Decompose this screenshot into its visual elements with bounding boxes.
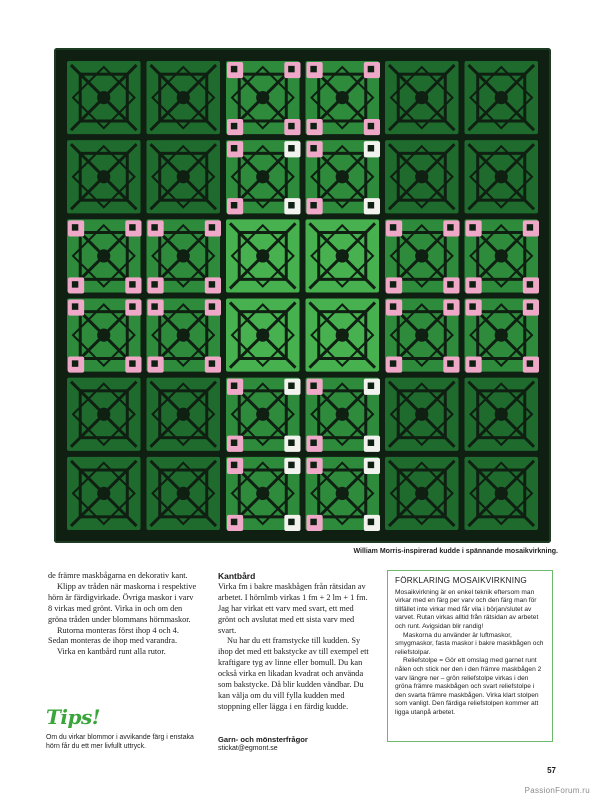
flower-center	[469, 303, 475, 309]
square-center	[336, 487, 349, 500]
flower-center	[209, 281, 215, 287]
flower-center	[288, 462, 294, 468]
flower-center	[129, 360, 135, 366]
flower-center	[209, 224, 215, 230]
flower-center	[151, 303, 157, 309]
flower-center	[527, 281, 533, 287]
flower-center	[447, 360, 453, 366]
square-center	[256, 487, 269, 500]
flower-center	[310, 123, 316, 129]
flower-center	[288, 123, 294, 129]
flower-center	[72, 224, 78, 230]
paragraph: Rutorna monteras först ihop 4 och 4. Sedan monteras de ihop med varandra.	[48, 625, 179, 646]
flower-center	[469, 224, 475, 230]
tips-text: Om du virkar blommor i avvikande färg i enstaka hörn får du ett mer livfullt uttryck.	[46, 734, 194, 750]
flower-center	[527, 224, 533, 230]
square-center	[415, 487, 428, 500]
square-center	[177, 170, 190, 183]
flower-center	[72, 360, 78, 366]
tips-title: Tips!	[46, 705, 101, 729]
square-center	[415, 170, 428, 183]
explainer-paragraph: Reliefstolpe = Gör ett omslag med garnet runt nålen och stick ner den i den främre maskbågen 2 varv längre ner – grön reliefstolpe virkas i den gröna främre maskbågen och svart reliefstolpe i den svarta främre maskbågen. Virka klart stolpen som vanligt. Den färdiga reliefstolpen kommer att ligga utanpå arbetet.	[395, 657, 542, 716]
paragraph: Virka en kantbård runt alla rutor.	[57, 647, 166, 657]
photo-caption: William Morris-inspirerad kudde i spännande mosaikvirkning.	[353, 548, 558, 555]
flower-center	[288, 440, 294, 446]
flower-center	[390, 303, 396, 309]
flower-center	[129, 303, 135, 309]
square-center	[97, 170, 110, 183]
flower-center	[310, 202, 316, 208]
square-center	[415, 408, 428, 421]
crochet-blanket-photo	[54, 48, 551, 543]
flower-center	[288, 145, 294, 151]
paragraph: Nu har du ett framstycke till kudden. Sy ihop det med ett bakstycke av till exempel ett kraftigare tyg av linne eller bomull. Du kan också virka en likadan kvadrat och använda som bakstycke. Då blir kudden vändbar. Du kan välja om du vill fylla kudden med stoppning eller lägga i en färdig kudde.	[218, 636, 369, 711]
explainer-paragraph: Mosaikvirkning är en enkel teknik eftersom man virkar med en färg per varv och den färg man för tillfället inte virkar med får vila i början/slutet av varvet. Rutan virkas alltid från rätsidan av arbetet och runt. Avigsidan blir randig!	[395, 588, 539, 630]
flower-center	[390, 281, 396, 287]
square-center	[97, 91, 110, 104]
flower-center	[447, 303, 453, 309]
page-number: 57	[547, 766, 556, 775]
square-center	[256, 249, 269, 262]
flower-center	[368, 123, 374, 129]
flower-center	[447, 281, 453, 287]
paragraph: Virka fm i bakre maskbågen från rätsidan av arbetet. I hörnlmb virkas 1 fm + 2 lm + 1 fm. Jag har virkat ett varv med svart, ett med grönt och avslutat med ett sista varv med svart.	[218, 581, 368, 635]
flower-center	[310, 440, 316, 446]
flower-center	[368, 145, 374, 151]
square-center	[336, 408, 349, 421]
flower-center	[368, 383, 374, 389]
explainer-paragraph: Maskorna du använder är luftmaskor, smygmaskor, fasta maskor i bakre maskbågen och reliefstolpar.	[395, 631, 544, 656]
square-center	[336, 249, 349, 262]
square-center	[415, 249, 428, 262]
flower-center	[231, 66, 237, 72]
flower-center	[72, 303, 78, 309]
square-center	[97, 408, 110, 421]
square-center	[256, 408, 269, 421]
square-center	[336, 91, 349, 104]
flower-center	[231, 519, 237, 525]
square-center	[495, 170, 508, 183]
flower-center	[390, 360, 396, 366]
flower-center	[72, 281, 78, 287]
square-center	[495, 249, 508, 262]
crochet-squares-graphic	[54, 48, 551, 543]
square-center	[177, 408, 190, 421]
flower-center	[209, 360, 215, 366]
flower-center	[231, 462, 237, 468]
flower-center	[231, 383, 237, 389]
square-center	[177, 249, 190, 262]
square-center	[256, 91, 269, 104]
flower-center	[288, 519, 294, 525]
flower-center	[288, 202, 294, 208]
square-center	[177, 91, 190, 104]
flower-center	[368, 462, 374, 468]
flower-center	[209, 303, 215, 309]
flower-center	[310, 145, 316, 151]
flower-center	[310, 519, 316, 525]
paragraph: Klipp av tråden när maskorna i respektive hörn är färdigvirkade. Övriga maskor i varv 8 virkas med grönt. Virka in och om den gröna tråden under blommans hörnmaskor.	[48, 581, 197, 624]
text-column-2	[218, 571, 370, 713]
watermark: PassionForum.ru	[524, 786, 590, 795]
flower-center	[368, 519, 374, 525]
flower-center	[368, 202, 374, 208]
paragraph: de främre maskbågarna en dekorativ kant.	[48, 571, 188, 580]
explainer-title: FÖRKLARING MOSAIKVIRKNING	[395, 576, 527, 585]
flower-center	[390, 224, 396, 230]
square-center	[256, 170, 269, 183]
text-column-1	[48, 571, 198, 658]
flower-center	[129, 224, 135, 230]
flower-center	[231, 123, 237, 129]
flower-center	[469, 360, 475, 366]
flower-center	[231, 440, 237, 446]
flower-center	[368, 66, 374, 72]
square-center	[97, 249, 110, 262]
flower-center	[368, 440, 374, 446]
flower-center	[151, 360, 157, 366]
square-center	[336, 170, 349, 183]
section-heading: Kantbård	[218, 571, 256, 581]
flower-center	[310, 66, 316, 72]
flower-center	[527, 303, 533, 309]
flower-center	[231, 145, 237, 151]
flower-center	[527, 360, 533, 366]
flower-center	[151, 281, 157, 287]
square-center	[495, 408, 508, 421]
flower-center	[231, 202, 237, 208]
square-center	[495, 91, 508, 104]
square-center	[495, 487, 508, 500]
square-center	[256, 328, 269, 341]
square-center	[177, 487, 190, 500]
contact-heading: Garn- och mönsterfrågor	[218, 735, 308, 744]
explainer-box	[387, 570, 553, 742]
flower-center	[288, 383, 294, 389]
square-center	[495, 328, 508, 341]
flower-center	[469, 281, 475, 287]
flower-center	[310, 383, 316, 389]
contact-block	[218, 735, 378, 752]
square-center	[177, 328, 190, 341]
square-center	[336, 328, 349, 341]
square-center	[97, 487, 110, 500]
square-center	[415, 328, 428, 341]
square-center	[415, 91, 428, 104]
flower-center	[151, 224, 157, 230]
flower-center	[129, 281, 135, 287]
contact-email: stickat@egmont.se	[218, 745, 278, 752]
flower-center	[288, 66, 294, 72]
flower-center	[310, 462, 316, 468]
flower-center	[447, 224, 453, 230]
square-center	[97, 328, 110, 341]
